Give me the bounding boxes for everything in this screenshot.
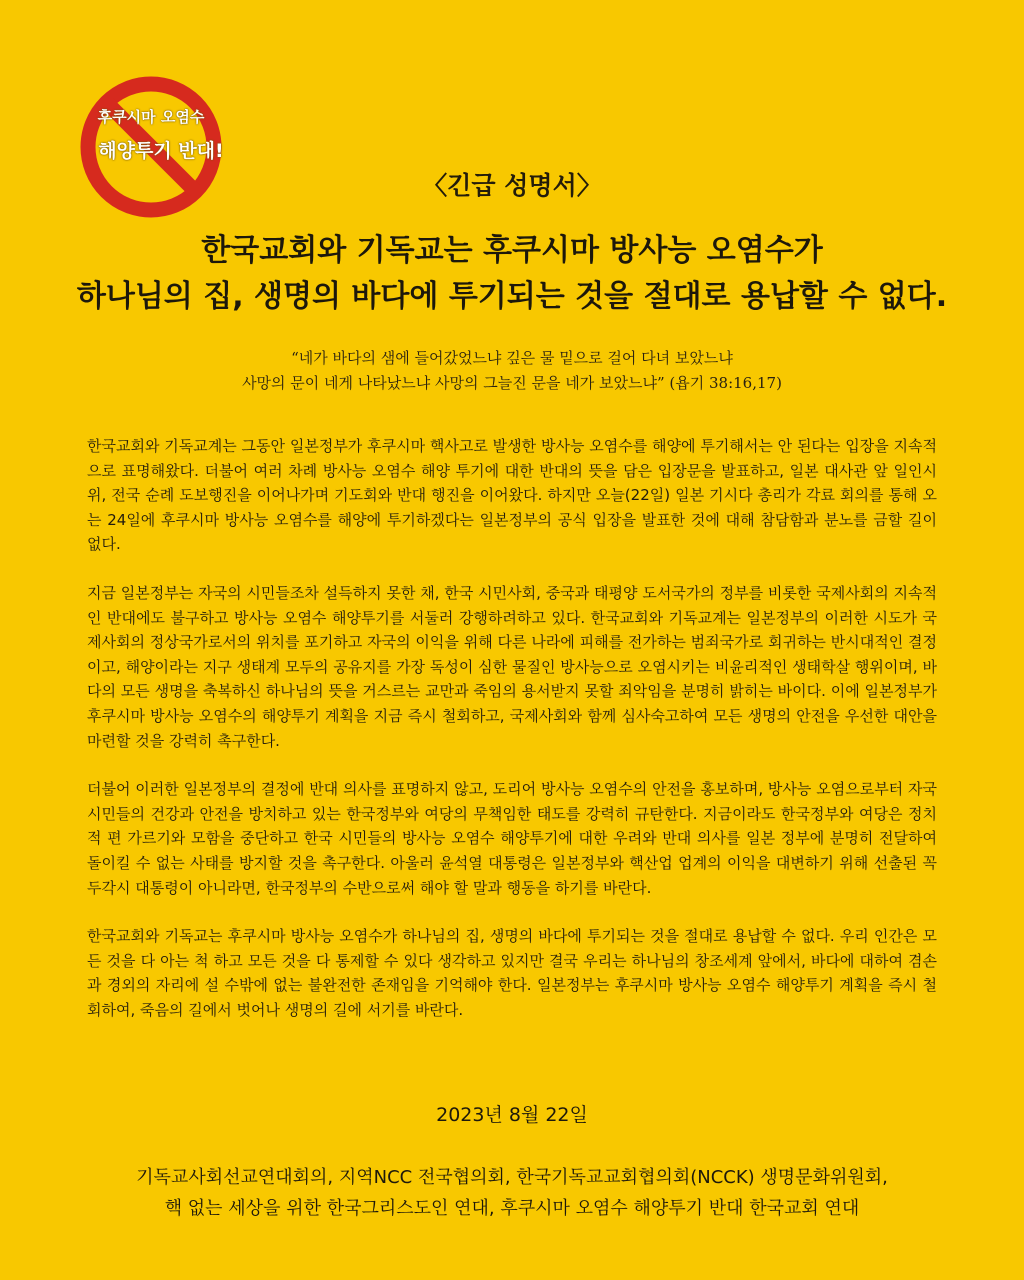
body-paragraph-3: 더불어 이러한 일본정부의 결정에 반대 의사를 표명하지 않고, 도리어 방사능 오염수의 안전을 홍보하며, 방사능 오염으로부터 자국 시민들의 건강과 안전을 방치하고 있는 한국정부와 여당의 무책임한 태도를 강력히 규탄한다. 지금이라도 한국정부와 여당은 정치적 편 가르기와 모함을 중단하고 한국 시민들의 방사능 오염수 해양투기에 대한 우려와 반대 의사를 일본 정부에 분명히 전달하여 돌이킬 수 없는 사태를 방지할 것을 촉구한다. 아울러 윤석열 대통령은 일본정부와 핵산업 업계의 이익을 대변하기 위해 선출된 꼭두각시 대통령이 아니라면, 한국정부의 수반으로써 해야 할 말과 행동을 하기를 바란다. (87, 780, 937, 897)
statement-date: 2023년 8월 22일 (436, 1104, 588, 1126)
document-type-label: 〈긴급 성명서〉 (422, 171, 602, 200)
scripture-quote (0, 346, 1024, 396)
headline-line-1: 한국교회와 기독교는 후쿠시마 방사능 오염수가 (201, 233, 823, 268)
signers-line-1: 기독교사회선교연대회의, 지역NCC 전국협의회, 한국기독교교회협의회(NCCK) 생명문화위원회, (136, 1167, 888, 1188)
headline (0, 228, 1024, 320)
body-paragraph-4: 한국교회와 기독교는 후쿠시마 방사능 오염수가 하나님의 집, 생명의 바다에 투기되는 것을 절대로 용납할 수 없다. 우리 인간은 모든 것을 다 아는 척 하고 모든 것을 다 통제할 수 있다 생각하고 있지만 결국 우리는 하나님의 창조세계 앞에서, 바다에 대하여 겸손과 경외의 자리에 설 수밖에 없는 불완전한 존재임을 기억해야 한다. 일본정부는 후쿠시마 방사능 오염수 해양투기 계획을 즉시 철회하여, 죽음의 길에서 벗어나 생명의 길에 서기를 바란다. (87, 927, 937, 1019)
statement-body (87, 434, 937, 1046)
quote-line-2: 사망의 문이 네게 나타났느냐 사망의 그늘진 문을 네가 보았느냐” (욥기 38:16,17) (242, 374, 782, 392)
quote-line-1: “네가 바다의 샘에 들어갔었느냐 깊은 물 밑으로 걸어 다녀 보았느냐 (291, 349, 733, 367)
body-paragraph-1: 한국교회와 기독교계는 그동안 일본정부가 후쿠시마 핵사고로 발생한 방사능 오염수를 해양에 투기해서는 안 된다는 입장을 지속적으로 표명해왔다. 더불어 여러 차례 방사능 오염수 해양 투기에 대한 반대의 뜻을 담은 입장문을 발표하고, 일본 대사관 앞 일인시위, 전국 순례 도보행진을 이어나가며 기도회와 반대 행진을 이어왔다. 하지만 오늘(22일) 일본 기시다 총리가 각료 회의를 통해 오는 24일에 후쿠시마 방사능 오염수를 해양에 투기하겠다는 일본정부의 공식 입장을 발표한 것에 대해 참담함과 분노를 금할 길이 없다. (87, 437, 937, 554)
logo-text-top: 후쿠시마 오염수 (97, 108, 205, 126)
signers-line-2: 핵 없는 세상을 위한 한국그리스도인 연대, 후쿠시마 오염수 해양투기 반대 한국교회 연대 (164, 1198, 860, 1219)
body-paragraph-2: 지금 일본정부는 자국의 시민들조차 설득하지 못한 채, 한국 시민사회, 중국과 태평양 도서국가의 정부를 비롯한 국제사회의 지속적인 반대에도 불구하고 방사능 오염수 해양투기를 서둘러 강행하려하고 있다. 한국교회와 기독교계는 일본정부의 이러한 시도가 국제사회의 정상국가로서의 위치를 포기하고 자국의 이익을 위해 다른 나라에 피해를 전가하는 범죄국가로 회귀하는 반시대적인 결정이고, 해양이라는 지구 생태계 모두의 공유지를 가장 독성이 심한 물질인 방사능으로 오염시키는 비윤리적인 생태학살 행위이며, 바다의 모든 생명을 축복하신 하나님의 뜻을 거스르는 교만과 죽임의 용서받지 못할 죄악임을 분명히 밝히는 바이다. 이에 일본정부가 후쿠시마 방사능 오염수의 해양투기 계획을 지금 즉시 철회하고, 국제사회와 함께 심사숙고하여 모든 생명의 안전을 우선한 대안을 마련할 것을 강력히 촉구한다. (87, 583, 937, 750)
logo-text-bottom: 해양투기 반대! (98, 140, 224, 162)
headline-line-2: 하나님의 집, 생명의 바다에 투기되는 것을 절대로 용납할 수 없다. (76, 279, 948, 314)
signatory-organizations (0, 1162, 1024, 1224)
